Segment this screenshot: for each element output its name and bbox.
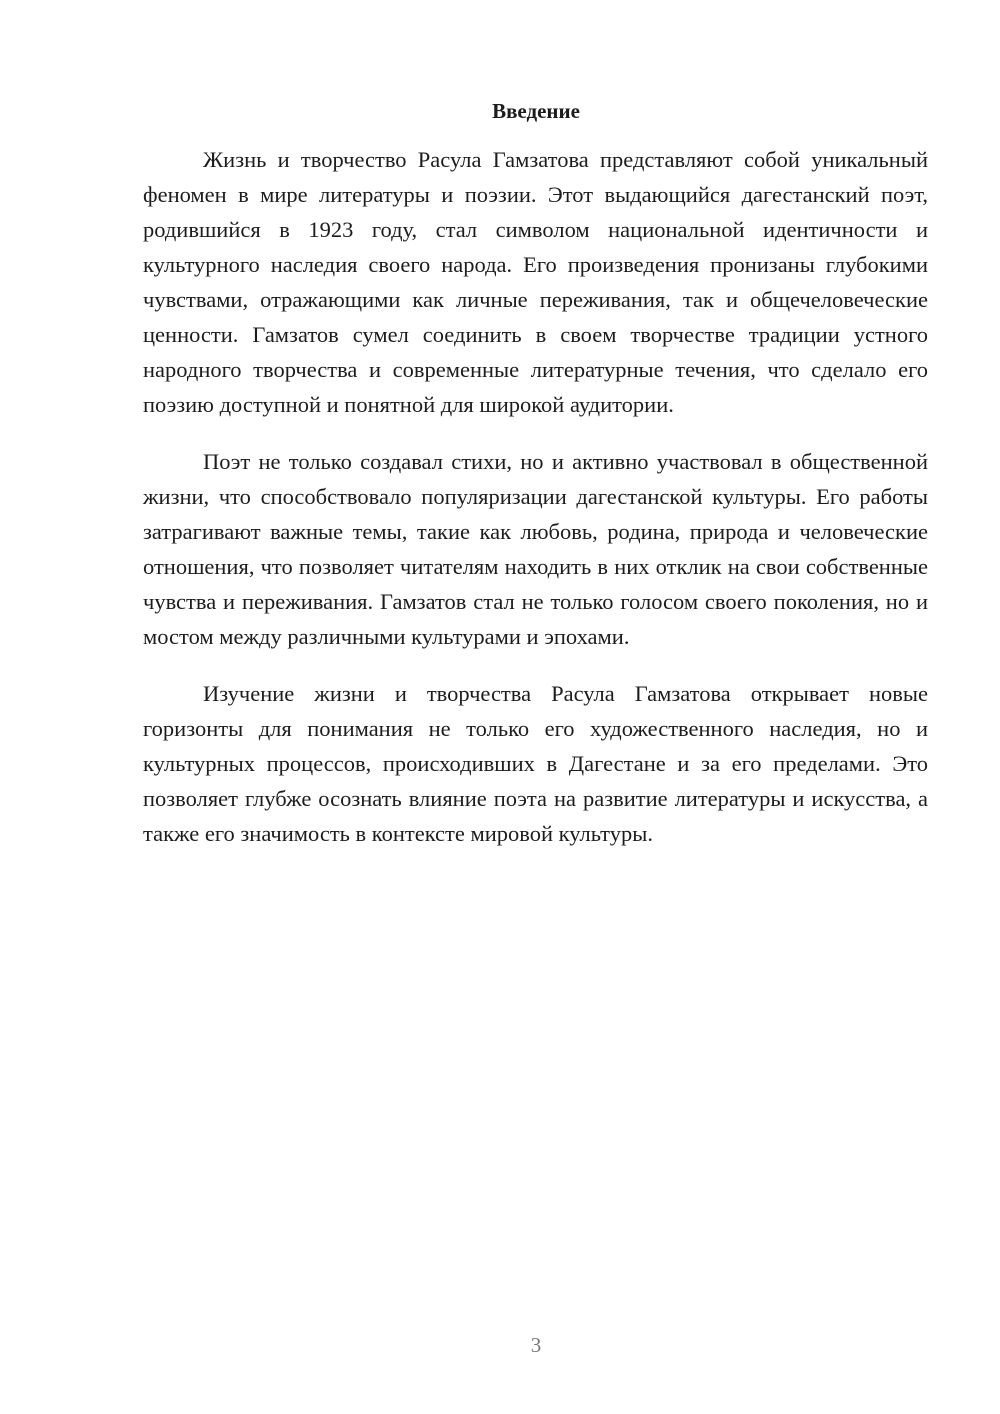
paragraph-3: Изучение жизни и творчества Расула Гамзатова открывает новые горизонты для понимания не только его художественного наследия, но и культурных процессов, происходивших в Дагестане и за его пределами. Это позволяет глубже осознать влияние поэта на развитие литературы и искусства, а также его значимость в контексте мировой культуры. [143,681,928,846]
paragraph-2: Поэт не только создавал стихи, но и активно участвовал в общественной жизни, что способствовало популяризации дагестанской культуры. Его работы затрагивают важные темы, такие как любовь, родина, природа и человеческие отношения, что позволяет читателям находить в них отклик на свои собственные чувства и переживания. Гамзатов стал не только голосом своего поколения, но и мостом между различными культурами и эпохами. [143,449,928,649]
section-title: Введение [492,99,580,123]
body-text [143,142,928,873]
page-number: 3 [530,1333,542,1357]
paragraph-1: Жизнь и творчество Расула Гамзатова представляют собой уникальный феномен в мире литературы и поэзии. Этот выдающийся дагестанский поэт, родившийся в 1923 году, стал символом национальной идентичности и культурного наследия своего народа. Его произведения пронизаны глубокими чувствами, отражающими как личные переживания, так и общечеловеческие ценности. Гамзатов сумел соединить в своем творчестве традиции устного народного творчества и современные литературные течения, что сделало его поэзию доступной и понятной для широкой аудитории. [143,147,928,417]
